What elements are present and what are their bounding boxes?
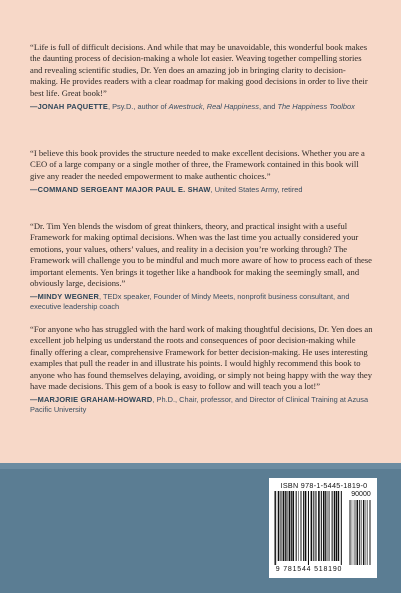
book-title-happiness-toolbox: The Happiness Toolbox — [277, 102, 355, 112]
price-addon-barcode — [349, 500, 372, 565]
price-addon-number: 90000 — [351, 491, 371, 498]
barcode-bar — [349, 500, 350, 565]
ean-digits: 9 781544 518190 — [275, 566, 343, 573]
barcode-bar — [367, 500, 368, 565]
barcode-bar — [313, 491, 314, 561]
barcode-bar — [302, 491, 303, 561]
barcode-bar — [365, 500, 366, 565]
barcode-bar — [296, 491, 297, 561]
barcode-panel — [269, 478, 377, 578]
endorsement-quote: “Dr. Tim Yen blends the wisdom of great thinkers, theory, and practical insight with a useful Framework for making optimal decisions. When was the last time you actually considered your emotions, your values, others’ values, and reality in a decision you’re working through? The Framework will challenge you to be mindful and much more aware of how to process each of these important elements. Yen brings it together like a handbook for making the seemingly small, and obviously large, decisions.” — [30, 221, 372, 289]
barcode-bar — [336, 491, 337, 561]
barcode-bar — [350, 500, 351, 565]
barcode-bar — [332, 491, 333, 561]
endorser-name: —COMMAND SERGEANT MAJOR PAUL E. SHAW — [30, 185, 211, 195]
endorsement-2 — [30, 148, 373, 195]
book-title-real-happiness: Real Happiness — [206, 102, 259, 112]
barcode-bar — [354, 500, 355, 565]
book-title-awestruck: Awestruck — [168, 102, 203, 112]
barcode-bar — [323, 491, 325, 561]
barcode-bar — [300, 491, 301, 561]
barcode-bar — [334, 491, 336, 561]
barcode-bar — [286, 491, 287, 561]
barcode-bar — [371, 500, 372, 565]
barcode-bar — [357, 500, 359, 565]
barcode-bar — [285, 491, 286, 561]
barcode-bar — [278, 491, 280, 561]
barcode-bar — [315, 491, 316, 561]
barcode-bar — [321, 491, 322, 561]
barcode-bar — [341, 491, 342, 565]
barcode-bar — [338, 491, 340, 561]
barcode-bar — [289, 491, 291, 561]
barcode-bar — [328, 491, 329, 561]
barcode-bar — [330, 491, 331, 561]
barcode-bar — [361, 500, 362, 565]
barcode-bar — [355, 500, 356, 565]
endorsement-attribution — [30, 395, 373, 415]
barcode-bar — [366, 500, 367, 565]
barcode-bar — [291, 491, 292, 561]
endorsement-3 — [30, 221, 373, 312]
ean-barcode — [274, 491, 344, 565]
endorsement-1 — [30, 42, 373, 112]
barcode-bar — [318, 491, 320, 561]
endorsement-4 — [30, 324, 373, 415]
barcode-bar — [308, 491, 309, 565]
separator: , — [202, 102, 207, 112]
barcode-bar — [359, 500, 360, 565]
barcode-bar — [275, 491, 276, 565]
endorsement-attribution — [30, 292, 373, 312]
separator: , and — [258, 102, 278, 112]
endorser-title: , United States Army, retired — [210, 185, 303, 195]
barcode-bar — [274, 491, 275, 565]
endorser-name: —MINDY WEGNER — [30, 292, 99, 302]
endorser-title: , Psy.D., author of — [108, 102, 169, 112]
barcode-bar — [280, 491, 281, 561]
endorsement-attribution — [30, 185, 373, 195]
endorser-name: —JONAH PAQUETTE — [30, 102, 109, 112]
footer-band-stripe — [0, 463, 401, 469]
endorsement-quote: “For anyone who has struggled with the hard work of making thoughtful decisions, Dr. Yen does an excellent job helping us understand the roots and consequences of poor decision-making while finally offering a clear, comprehensive Framework for better decision-making. He uses interesting examples that pull the reader in and illustrate his points. I would highly recommend this book to anyone who has found themselves delaying, avoiding, or simply not being happy with the way they have made decisions. This gem of a book is easy to follow and will teach you a lot!” — [30, 324, 373, 392]
barcode-bar — [298, 491, 299, 561]
barcode-bar — [325, 491, 326, 561]
barcode-bar — [352, 500, 353, 565]
barcode-bar — [283, 491, 285, 561]
barcode-bar — [303, 491, 304, 561]
barcode-bar — [311, 491, 313, 561]
endorser-name: —MARJORIE GRAHAM-HOWARD — [30, 395, 153, 405]
endorser-title: , Ph.D., Chair, professor, and Director of Clinical Training at Azusa Pacific University — [30, 395, 369, 415]
barcode-bar — [305, 491, 307, 561]
endorser-title: , TEDx speaker, Founder of Mindy Meets, nonprofit business consultant, and executive leadership coach — [30, 292, 350, 312]
isbn-label: ISBN 978-1-5445-1819-0 — [280, 481, 368, 490]
endorsement-attribution — [30, 102, 373, 112]
endorsement-quote: “Life is full of difficult decisions. And while that may be unavoidable, this wonderful book makes the daunting process of decision-making a whole lot easier. Weaving together compelling stories and revealing scientific studies, Dr. Yen does an amazing job in bringing clarity to decision-making. He provides readers with a clear roadmap for making good decisions in order to live their best life. Great book!” — [30, 42, 368, 98]
barcode-bar — [369, 500, 370, 565]
barcode-bar — [292, 491, 294, 561]
barcode-bar — [327, 491, 328, 561]
barcode-bar — [363, 500, 364, 565]
endorsement-quote: “I believe this book provides the structure needed to make excellent decisions. Whether you are a CEO of a large company or a single mother of three, the Framework contained in this book will give any reader the needed empowerment to make authentic choices.” — [30, 148, 365, 181]
